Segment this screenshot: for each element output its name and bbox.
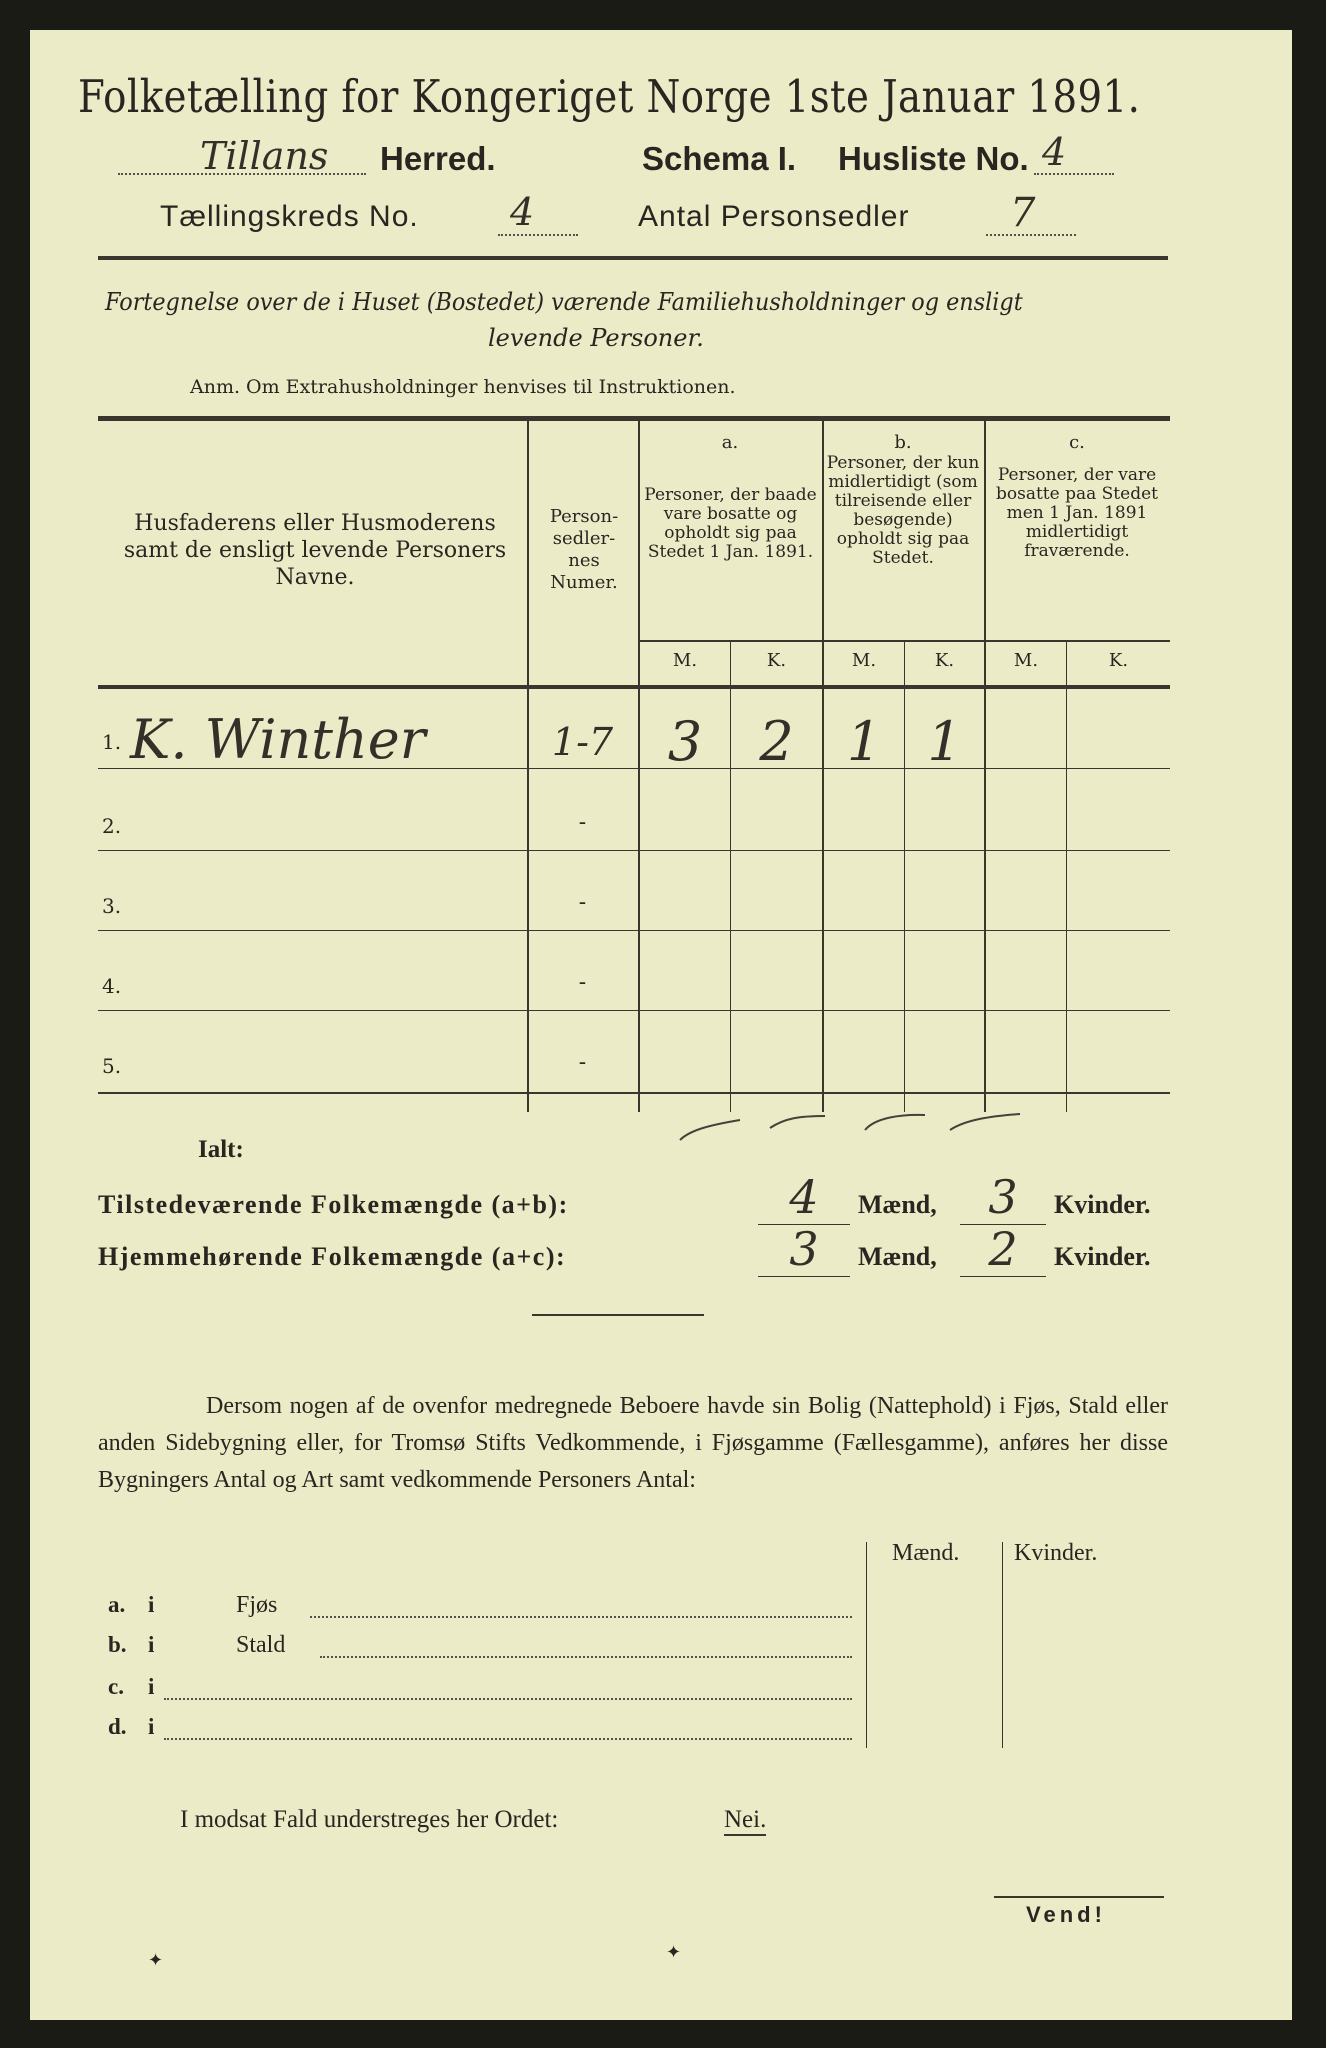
row-a-m: 3 bbox=[667, 710, 703, 773]
col-c-header: Personer, der vare bosatte paa Stedet men 1 Jan. 1891 midlertidigt fraværende. bbox=[996, 465, 1158, 561]
nei-word: Nei. bbox=[724, 1806, 766, 1836]
row-number: 5. bbox=[102, 1054, 122, 1078]
col-a-letter: a. bbox=[721, 432, 739, 453]
tilstede-kvinder-label: Kvinder. bbox=[1054, 1190, 1151, 1219]
col-number-header: Person-sedler-nes Numer. bbox=[549, 506, 619, 593]
row-b-k: 1 bbox=[927, 710, 962, 773]
hjemme-maend-value: 3 bbox=[789, 1222, 819, 1276]
binding-hole-center: ✦ bbox=[666, 1942, 682, 1963]
building-label: Fjøs bbox=[236, 1592, 278, 1618]
kreds-label: Tællingskreds No. bbox=[160, 200, 419, 233]
row-personsedler: - bbox=[578, 890, 587, 915]
buildings-paragraph: Dersom nogen af de ovenfor medregnede Beboere havde sin Bolig (Nattephold) i Fjøs, Stald eller anden Sidebygning eller, for Tromsø Stifts Vedkommende, i Fjøsgamme (Fællesgamme), anføres her disse Bygningers Antal og Art samt vedkommende Personers Antal: bbox=[98, 1393, 1168, 1493]
row-name: K. Winther bbox=[130, 708, 426, 771]
intro-line-1: Fortegnelse over de i Huset (Bostedet) værende Familiehusholdninger og ensligt bbox=[105, 288, 1023, 316]
row-personsedler: - bbox=[578, 970, 587, 995]
antal-value: 7 bbox=[1010, 190, 1036, 236]
col-b-letter: b. bbox=[894, 432, 912, 453]
col-a-m: M. bbox=[672, 650, 698, 671]
col-b-m: M. bbox=[851, 650, 877, 671]
row-personsedler: - bbox=[578, 1050, 587, 1075]
col-c-m: M. bbox=[1013, 650, 1039, 671]
hjemme-kvinder-value: 2 bbox=[988, 1222, 1018, 1276]
col-a-k: K. bbox=[766, 650, 787, 671]
col-b-header: Personer, der kun midlertidigt (som tilreisende eller besøgende) opholdt sig paa Stedet. bbox=[826, 453, 980, 568]
antal-label: Antal Personsedler bbox=[638, 200, 910, 233]
building-label: Stald bbox=[236, 1632, 286, 1658]
row-b-m: 1 bbox=[846, 710, 882, 773]
col-c-k: K. bbox=[1108, 650, 1129, 671]
row-a-k: 2 bbox=[759, 710, 794, 773]
building-letter: c. bbox=[108, 1674, 124, 1699]
col-names-header: Husfaderens eller Husmoderens samt de ensligt levende Personers Navne. bbox=[123, 511, 507, 590]
binding-hole-left: ✦ bbox=[148, 1950, 164, 1971]
col-b-k: K. bbox=[934, 650, 955, 671]
col-a-header: Personer, der baade vare bosatte og opholdt sig paa Stedet 1 Jan. 1891. bbox=[644, 485, 817, 562]
vend-label: Vend! bbox=[1026, 1902, 1106, 1927]
census-form-sheet bbox=[30, 30, 1292, 2020]
building-letter: a. bbox=[108, 1592, 126, 1617]
husliste-label: Husliste No. bbox=[838, 140, 1029, 177]
herred-value: Tillans bbox=[200, 134, 329, 178]
row-personsedler: 1-7 bbox=[551, 720, 614, 764]
tilstede-kvinder-value: 3 bbox=[988, 1170, 1018, 1224]
building-i: i bbox=[148, 1592, 155, 1617]
tilstede-maend-value: 4 bbox=[789, 1170, 819, 1224]
tilstede-label: Tilstedeværende Folkemængde (a+b): bbox=[98, 1190, 569, 1219]
building-letter: d. bbox=[108, 1714, 127, 1739]
intro-line-2: levende Personer. bbox=[488, 324, 704, 352]
husliste-value: 4 bbox=[1042, 130, 1067, 174]
col-c-letter: c. bbox=[1069, 432, 1085, 453]
anm-note: Anm. Om Extrahusholdninger henvises til Instruktionen. bbox=[190, 376, 736, 398]
row-number: 2. bbox=[102, 814, 122, 838]
building-i: i bbox=[148, 1714, 155, 1739]
building-i: i bbox=[148, 1632, 155, 1657]
herred-label: Herred. bbox=[380, 140, 496, 177]
building-letter: b. bbox=[108, 1632, 127, 1657]
kvinder-column-header: Kvinder. bbox=[1014, 1540, 1098, 1566]
modsat-text: I modsat Fald understreges her Ordet: bbox=[180, 1806, 559, 1833]
tally-check-marks bbox=[650, 1100, 1050, 1150]
ialt-label: Ialt: bbox=[198, 1136, 244, 1163]
form-title: Folketælling for Kongeriget Norge 1ste Januar 1891. bbox=[78, 70, 1141, 123]
row-personsedler: - bbox=[578, 810, 587, 835]
hjemme-maend-label: Mænd, bbox=[858, 1242, 937, 1271]
tilstede-maend-label: Mænd, bbox=[858, 1190, 937, 1219]
maend-column-header: Mænd. bbox=[892, 1540, 960, 1566]
building-i: i bbox=[148, 1674, 155, 1699]
kreds-value: 4 bbox=[510, 190, 535, 234]
row-number: 4. bbox=[102, 974, 122, 998]
hjemme-kvinder-label: Kvinder. bbox=[1054, 1242, 1151, 1271]
schema-label: Schema I. bbox=[642, 140, 797, 177]
row-number: 3. bbox=[102, 894, 122, 918]
hjemme-label: Hjemmehørende Folkemængde (a+c): bbox=[98, 1242, 567, 1271]
row-number: 1. bbox=[102, 730, 122, 754]
